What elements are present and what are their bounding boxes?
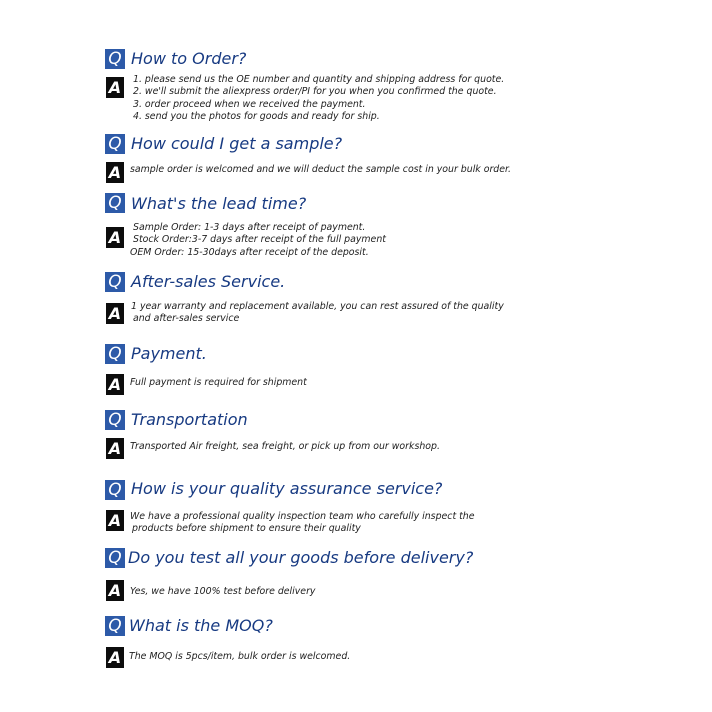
q-badge: Q	[105, 49, 125, 69]
a-badge: A	[106, 438, 124, 459]
q-badge: Q	[105, 134, 125, 154]
faq-question: What's the lead time?	[131, 194, 307, 213]
a-badge: A	[106, 77, 124, 98]
answer-line: We have a professional quality inspection team who carefully inspect the	[130, 511, 475, 522]
answer-line: and after-sales service	[133, 313, 240, 325]
faq-answer	[130, 377, 307, 389]
a-badge: A	[106, 580, 124, 601]
q-badge: Q	[105, 616, 125, 636]
faq-answer	[130, 164, 511, 176]
answer-line: Full payment is required for shipment	[130, 377, 307, 388]
q-badge: Q	[105, 548, 125, 568]
q-badge: Q	[105, 344, 125, 364]
q-badge: Q	[105, 480, 125, 500]
faq-question: How could I get a sample?	[131, 134, 343, 153]
answer-line: The MOQ is 5pcs/item, bulk order is welcomed.	[129, 651, 351, 662]
faq-question: How to Order?	[131, 49, 247, 68]
faq-question: How is your quality assurance service?	[131, 479, 443, 498]
faq-question: Payment.	[131, 344, 207, 363]
faq-answer	[131, 301, 504, 326]
faq-answer	[130, 511, 474, 536]
answer-line: sample order is welcomed and we will deduct the sample cost in your bulk order.	[130, 164, 511, 175]
a-badge: A	[106, 647, 124, 668]
answer-line: 2. we'll submit the aliexpress order/PI for you when you confirmed the quote.	[133, 86, 497, 98]
answer-line: Transported Air freight, sea freight, or pick up from our workshop.	[130, 441, 440, 452]
a-badge: A	[106, 510, 124, 531]
answer-line: Yes, we have 100% test before delivery	[130, 586, 316, 597]
answer-line: 4. send you the photos for goods and ready for ship.	[133, 111, 380, 123]
faq-answer	[130, 586, 315, 598]
a-badge: A	[106, 303, 124, 324]
answer-line: products before shipment to ensure their quality	[132, 523, 361, 535]
a-badge: A	[106, 374, 124, 395]
q-badge: Q	[105, 272, 125, 292]
answer-line: Stock Order:3-7 days after receipt of the full payment	[133, 234, 386, 246]
faq-answer	[130, 441, 440, 453]
q-badge: Q	[105, 410, 125, 430]
faq-question: Do you test all your goods before delivery?	[128, 548, 474, 567]
faq-answer	[130, 222, 386, 259]
answer-line: 1. please send us the OE number and quantity and shipping address for quote.	[133, 74, 505, 85]
a-badge: A	[106, 227, 124, 248]
faq-question: After-sales Service.	[131, 272, 286, 291]
answer-line: 3. order proceed when we received the payment.	[133, 98, 366, 110]
q-badge: Q	[105, 193, 125, 213]
answer-line: OEM Order: 15-30days after receipt of the deposit.	[130, 246, 369, 258]
a-badge: A	[106, 162, 124, 183]
faq-question: Transportation	[131, 410, 248, 429]
faq-question: What is the MOQ?	[129, 616, 273, 635]
faq-answer	[129, 651, 350, 663]
answer-line: 1 year warranty and replacement available, you can rest assured of the quality	[131, 301, 504, 312]
faq-answer	[133, 74, 504, 124]
answer-line: Sample Order: 1-3 days after receipt of payment.	[133, 222, 366, 233]
